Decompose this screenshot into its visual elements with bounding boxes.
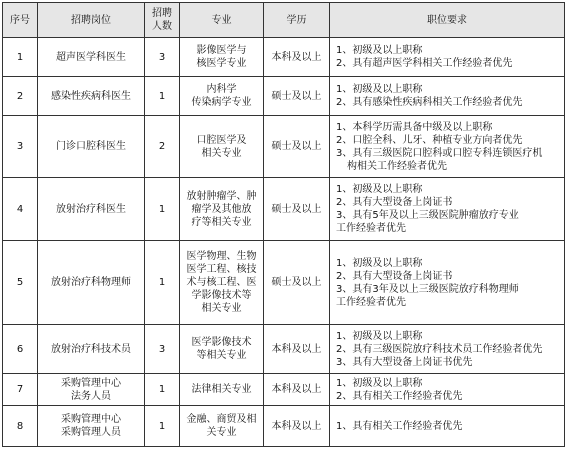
requirement-line: 工作经验者优先	[336, 296, 406, 308]
header-requirements: 职位要求	[330, 3, 565, 38]
cell-major	[180, 38, 264, 77]
cell-major	[180, 178, 264, 241]
major-line: 学影像技术等	[191, 290, 252, 301]
table-row	[3, 374, 565, 406]
table-row	[3, 325, 565, 374]
position-line: 采购管理中心	[61, 414, 121, 425]
table-header-row	[3, 3, 565, 38]
major-line: 关专业	[206, 427, 237, 438]
cell-major	[180, 374, 264, 406]
position-line: 放射治疗科医生	[56, 203, 126, 215]
cell-education: 硕士及以上	[264, 77, 330, 116]
requirement-line: 2、具有超声医学科相关工作经验者优先	[336, 58, 513, 69]
cell-no: 7	[3, 374, 38, 406]
major-line: 口腔医学及	[196, 134, 247, 146]
cell-position	[38, 241, 145, 325]
major-line: 瘤学及其他放	[191, 203, 252, 215]
position-line: 放射治疗科物理师	[51, 277, 131, 288]
position-line: 法务人员	[71, 390, 111, 402]
header-education: 学历	[264, 3, 330, 38]
cell-education: 本科及以上	[264, 374, 330, 406]
header-count	[145, 3, 180, 38]
major-line: 医学物理、生物	[186, 251, 257, 262]
position-line: 采购管理人员	[61, 427, 121, 438]
requirement-line: 1、初级及以上职称	[336, 45, 423, 56]
cell-requirements	[330, 38, 565, 77]
cell-count: 1	[145, 406, 180, 447]
cell-position	[38, 325, 145, 374]
cell-requirements	[330, 178, 565, 241]
requirement-line: 工作经验者优先	[336, 223, 406, 234]
requirement-line: 2、具有感染性疾病科相关工作经验者优先	[336, 97, 523, 108]
cell-no: 2	[3, 77, 38, 116]
cell-no: 6	[3, 325, 38, 374]
requirement-line: 构相关工作经验者优先	[347, 160, 447, 172]
cell-position	[38, 374, 145, 406]
cell-count: 1	[145, 178, 180, 241]
cell-no: 3	[3, 116, 38, 178]
position-line: 采购管理中心	[61, 377, 121, 389]
requirement-line: 2、具有三级医院放疗科技术员工作经验者优先	[336, 343, 543, 355]
cell-no: 1	[3, 38, 38, 77]
table-row	[3, 38, 565, 77]
requirement-line: 1、初级及以上职称	[336, 84, 423, 95]
position-line: 超声医学科医生	[56, 51, 126, 63]
cell-education: 本科及以上	[264, 325, 330, 374]
cell-position	[38, 178, 145, 241]
cell-major	[180, 406, 264, 447]
requirement-line: 2、具有相关工作经验者优先	[336, 390, 463, 402]
table-row	[3, 241, 565, 325]
major-line: 影像医学与	[196, 45, 247, 56]
cell-position	[38, 406, 145, 447]
major-line: 相关专业	[201, 147, 242, 159]
cell-requirements	[330, 77, 565, 116]
position-line: 放射治疗科技术员	[51, 343, 131, 355]
table-row	[3, 116, 565, 178]
cell-education: 本科及以上	[264, 406, 330, 447]
header-count-line: 招聘	[152, 8, 172, 19]
table-row	[3, 178, 565, 241]
cell-no: 4	[3, 178, 38, 241]
table-row	[3, 77, 565, 116]
cell-no: 5	[3, 241, 38, 325]
major-line: 法律相关专业	[191, 384, 252, 395]
requirement-line: 1、初级及以上职称	[336, 184, 423, 195]
major-line: 疗等相关专业	[191, 216, 252, 228]
cell-count: 3	[145, 38, 180, 77]
cell-major	[180, 116, 264, 178]
cell-education: 本科及以上	[264, 38, 330, 77]
cell-requirements	[330, 374, 565, 406]
header-position: 招聘岗位	[38, 3, 145, 38]
major-line: 金融、商贸及相	[186, 414, 257, 425]
requirement-line: 1、初级及以上职称	[336, 257, 423, 269]
cell-requirements	[330, 116, 565, 178]
requirement-line: 2、具有大型设备上岗证书	[336, 197, 453, 208]
requirement-line: 2、口腔全科、儿牙、种植专业方向者优先	[336, 134, 523, 146]
header-count-line: 人数	[152, 21, 172, 32]
cell-position	[38, 116, 145, 178]
cell-major	[180, 325, 264, 374]
cell-major	[180, 241, 264, 325]
requirement-line: 1、初级及以上职称	[336, 377, 423, 389]
major-line: 核医学专业	[196, 58, 247, 69]
position-line: 感染性疾病科医生	[51, 90, 131, 102]
cell-education: 硕士及以上	[264, 241, 330, 325]
cell-position	[38, 38, 145, 77]
requirement-line: 1、本科学历需具备中级及以上职称	[336, 121, 493, 133]
major-line: 医学影像技术	[191, 337, 252, 348]
recruitment-table	[2, 2, 565, 447]
requirement-line: 3、具有5年及以上三级医院肿瘤放疗专业	[336, 210, 519, 221]
major-line: 术与核工程、医	[186, 277, 257, 288]
cell-no: 8	[3, 406, 38, 447]
requirement-line: 3、具有大型设备上岗证书优先	[336, 356, 473, 368]
position-line: 门诊口腔科医生	[56, 141, 126, 152]
cell-count: 1	[145, 77, 180, 116]
major-line: 放射肿瘤学、肿	[186, 190, 257, 202]
cell-count: 2	[145, 116, 180, 178]
cell-major	[180, 77, 264, 116]
cell-requirements	[330, 325, 565, 374]
major-line: 传染病学专业	[191, 97, 252, 108]
major-line: 内科学	[206, 84, 237, 95]
major-line: 相关专业	[201, 303, 242, 314]
requirement-line: 1、具有相关工作经验者优先	[336, 420, 463, 432]
cell-position	[38, 77, 145, 116]
cell-education: 硕士及以上	[264, 178, 330, 241]
cell-count: 1	[145, 374, 180, 406]
requirement-line: 3、具有三级医院口腔科或口腔专科连锁医疗机	[336, 147, 543, 159]
requirement-line: 2、具有大型设备上岗证书	[336, 270, 453, 282]
table-row	[3, 406, 565, 447]
cell-education: 硕士及以上	[264, 116, 330, 178]
cell-requirements	[330, 406, 565, 447]
cell-count: 1	[145, 241, 180, 325]
major-line: 等相关专业	[196, 350, 247, 361]
cell-count: 3	[145, 325, 180, 374]
major-line: 医学工程、核技	[186, 264, 257, 275]
header-no: 序号	[3, 3, 38, 38]
header-major: 专业	[180, 3, 264, 38]
requirement-line: 1、初级及以上职称	[336, 330, 423, 342]
cell-requirements	[330, 241, 565, 325]
requirement-line: 3、具有3年及以上三级医院放疗科物理师	[336, 283, 519, 295]
